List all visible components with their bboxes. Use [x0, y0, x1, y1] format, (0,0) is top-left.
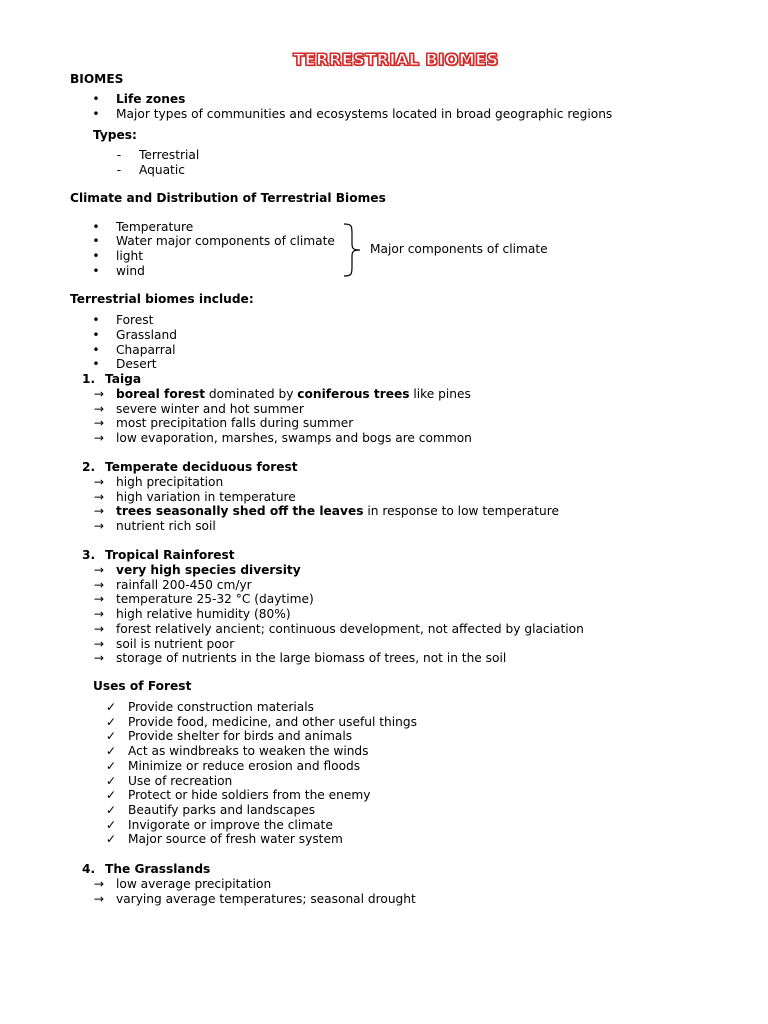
bold-phrase: very high species diversity	[116, 563, 301, 577]
list-item-text	[116, 578, 252, 593]
climate-heading: Climate and Distribution of Terrestrial Biomes	[70, 191, 386, 205]
text-phrase: low average precipitation	[116, 877, 272, 891]
uses-heading: Uses of Forest	[93, 679, 192, 693]
text-phrase: storage of nutrients in the large biomass of trees, not in the soil	[116, 651, 507, 666]
life-zones-text: Life zones	[116, 92, 186, 106]
climate-item: wind	[116, 264, 145, 278]
arrow-icon: →	[93, 489, 105, 504]
biomes-definition-text: Major types of communities and ecosystems located in broad geographic regions	[116, 107, 613, 121]
right-brace-icon	[340, 222, 364, 278]
bullet-icon: •	[92, 234, 100, 248]
check-icon: ✓	[105, 817, 117, 832]
text-phrase: dominated by	[205, 387, 298, 401]
bold-phrase: trees seasonally shed off the leaves	[116, 504, 364, 519]
list-item-text	[116, 402, 304, 417]
include-heading: Terrestrial biomes include:	[70, 292, 254, 306]
biome-item: Forest	[116, 313, 154, 327]
check-icon: ✓	[105, 832, 117, 847]
list-item-text	[116, 431, 472, 446]
bold-phrase: coniferous trees	[297, 387, 410, 401]
use-item-text: Beautify parks and landscapes	[128, 802, 316, 817]
text-phrase: high variation in temperature	[116, 489, 296, 504]
text-phrase: low evaporation, marshes, swamps and bogs are common	[116, 431, 472, 446]
bullet-icon: •	[92, 264, 100, 278]
text-phrase: severe winter and hot summer	[116, 401, 304, 416]
section-title: Tropical Rainforest	[105, 548, 235, 562]
arrow-icon: →	[93, 592, 105, 607]
dash-icon: -	[116, 148, 122, 162]
arrow-icon: →	[93, 891, 105, 906]
list-item-text	[116, 416, 353, 431]
section-number: 1.	[82, 372, 96, 386]
arrow-icon: →	[93, 636, 105, 651]
list-item-text	[116, 475, 223, 490]
text-phrase: high precipitation	[116, 475, 224, 489]
text-phrase: varying average temperatures; seasonal drought	[116, 891, 416, 906]
section-title: Taiga	[105, 372, 142, 386]
biomes-heading: BIOMES	[70, 72, 124, 86]
page-title: TERRESTRIAL BIOMES	[293, 50, 499, 69]
types-heading: Types:	[93, 128, 137, 142]
arrow-icon: →	[93, 563, 105, 577]
use-item-text: Invigorate or improve the climate	[128, 817, 333, 832]
check-icon: ✓	[105, 700, 117, 714]
arrow-icon: →	[93, 504, 105, 519]
climate-item: light	[116, 249, 144, 263]
list-item-text	[116, 592, 314, 607]
use-item-text: Use of recreation	[128, 773, 233, 788]
list-item-text	[116, 622, 584, 637]
list-item-text	[116, 877, 271, 892]
arrow-icon: →	[93, 416, 105, 431]
use-item-text: Act as windbreaks to weaken the winds	[128, 744, 369, 759]
type-terrestrial: Terrestrial	[139, 148, 200, 162]
list-item-text	[116, 637, 234, 652]
text-phrase: most precipitation falls during summer	[116, 416, 354, 431]
section-number: 4.	[82, 862, 96, 876]
text-phrase: rainfall 200-450 cm/yr	[116, 577, 252, 592]
check-icon: ✓	[105, 773, 117, 788]
section-number: 2.	[82, 460, 96, 474]
check-icon: ✓	[105, 758, 117, 773]
text-phrase: in response to low temperature	[363, 504, 559, 519]
climate-item: Water major components of climate	[116, 234, 335, 248]
use-item-text: Protect or hide soldiers from the enemy	[128, 788, 371, 803]
list-item-text	[116, 504, 559, 519]
bullet-icon: •	[92, 107, 100, 121]
arrow-icon: →	[93, 577, 105, 592]
arrow-icon: →	[93, 651, 105, 666]
text-phrase: high relative humidity (80%)	[116, 607, 291, 622]
section-number: 3.	[82, 548, 96, 562]
type-aquatic: Aquatic	[139, 163, 185, 177]
check-icon: ✓	[105, 744, 117, 759]
list-item-text	[116, 563, 301, 578]
check-icon: ✓	[105, 788, 117, 803]
text-phrase: forest relatively ancient; continuous development, not affected by glaciation	[116, 621, 584, 636]
biome-item: Chaparral	[116, 343, 176, 357]
bullet-icon: •	[92, 92, 100, 106]
arrow-icon: →	[93, 401, 105, 416]
check-icon: ✓	[105, 729, 117, 744]
list-item-text	[116, 387, 471, 402]
arrow-icon: →	[93, 475, 105, 489]
bullet-icon: •	[92, 313, 100, 327]
arrow-icon: →	[93, 607, 105, 622]
list-item-text	[116, 519, 216, 534]
climate-item: Temperature	[116, 220, 194, 234]
dash-icon: -	[116, 163, 122, 177]
bullet-icon: •	[92, 343, 100, 357]
text-phrase: nutrient rich soil	[116, 519, 216, 534]
text-phrase: temperature 25-32 °C (daytime)	[116, 592, 314, 607]
use-item-text: Minimize or reduce erosion and floods	[128, 758, 361, 773]
use-item-text: Major source of fresh water system	[128, 832, 343, 847]
list-item-text	[116, 607, 291, 622]
bullet-icon: •	[92, 357, 100, 371]
arrow-icon: →	[93, 877, 105, 891]
biome-item: Grassland	[116, 328, 177, 342]
brace-label: Major components of climate	[370, 242, 548, 256]
biome-item: Desert	[116, 357, 157, 371]
arrow-icon: →	[93, 621, 105, 636]
list-item-text	[116, 892, 416, 907]
check-icon: ✓	[105, 802, 117, 817]
section-title: Temperate deciduous forest	[105, 460, 298, 474]
use-item-text: Provide construction materials	[128, 700, 314, 714]
list-item-text	[116, 651, 506, 666]
text-phrase: like pines	[409, 387, 471, 401]
bullet-icon: •	[92, 220, 100, 234]
text-phrase: soil is nutrient poor	[116, 636, 235, 651]
bullet-icon: •	[92, 328, 100, 342]
arrow-icon: →	[93, 431, 105, 446]
section-title: The Grasslands	[105, 862, 211, 876]
use-item-text: Provide food, medicine, and other useful things	[128, 714, 417, 729]
arrow-icon: →	[93, 387, 105, 401]
use-item-text: Provide shelter for birds and animals	[128, 729, 353, 744]
bullet-icon: •	[92, 249, 100, 263]
arrow-icon: →	[93, 519, 105, 534]
check-icon: ✓	[105, 714, 117, 729]
bold-phrase: boreal forest	[116, 387, 206, 401]
list-item-text	[116, 490, 296, 505]
